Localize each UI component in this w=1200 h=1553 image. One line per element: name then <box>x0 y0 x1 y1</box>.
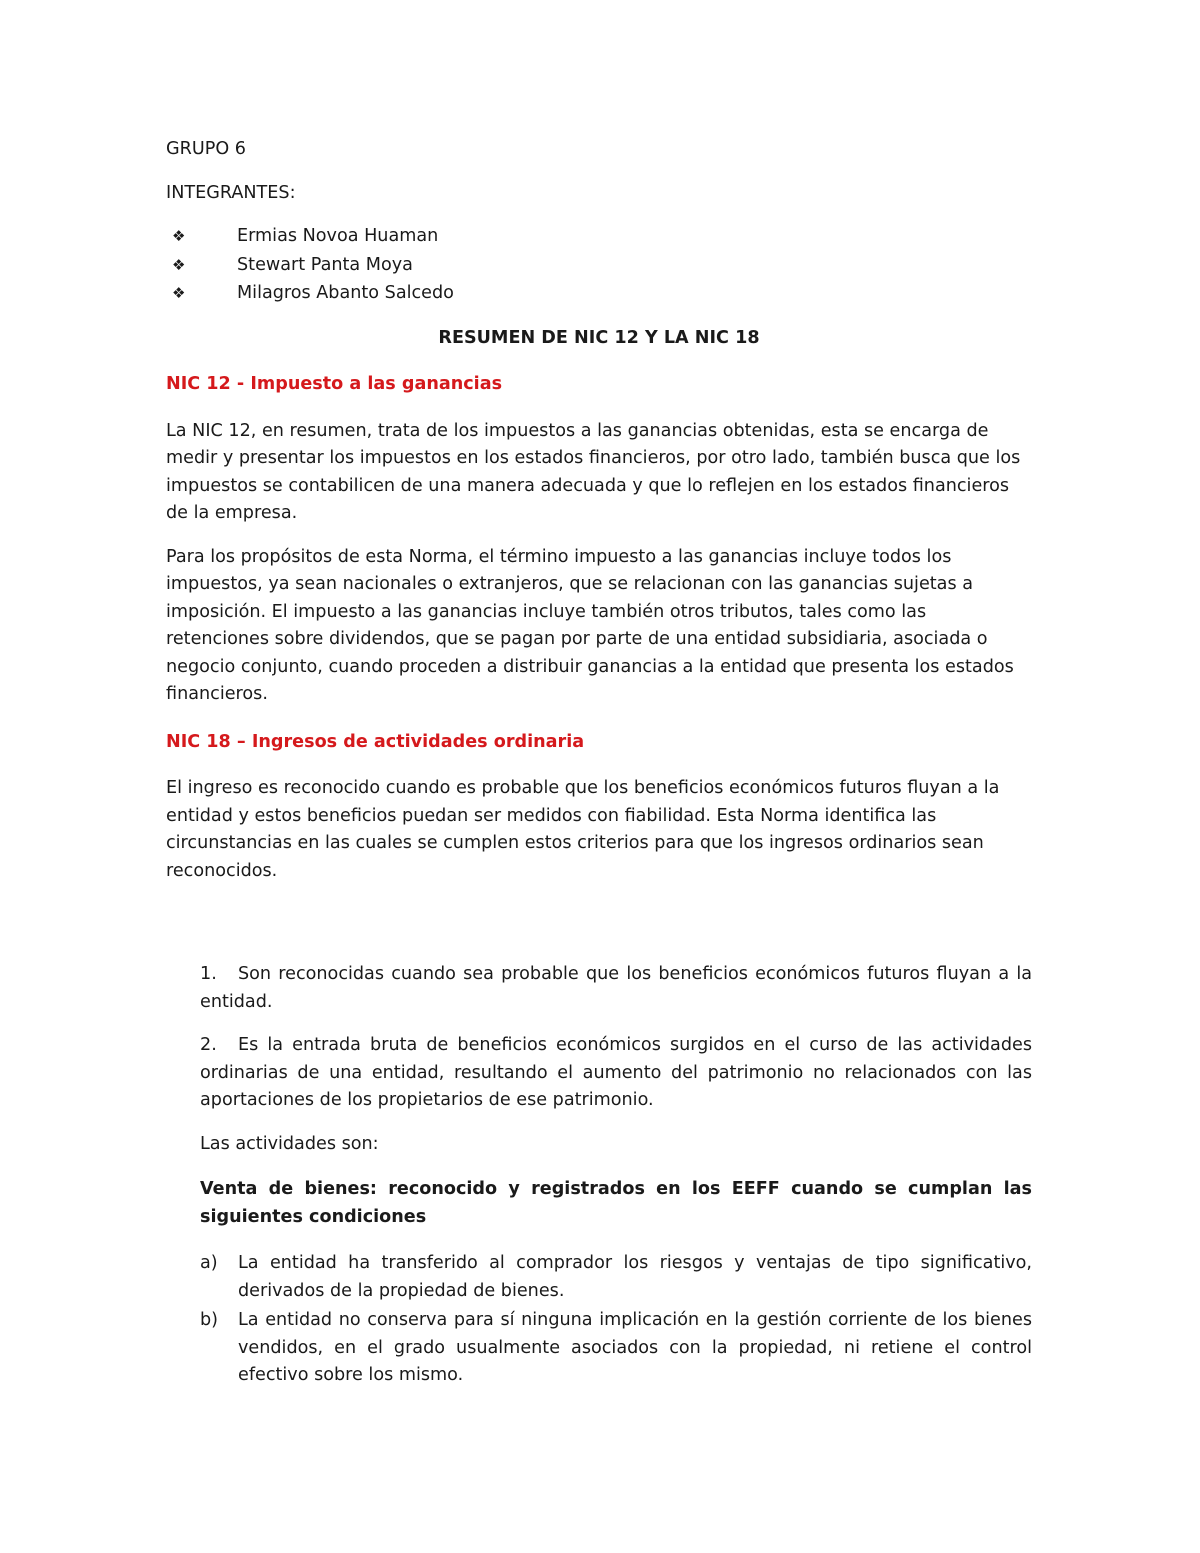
conditions-list <box>166 1250 1032 1390</box>
list-item <box>200 1250 1032 1305</box>
members-list <box>166 223 1032 309</box>
document-page <box>166 136 1032 1392</box>
group-title: GRUPO 6 <box>166 139 246 159</box>
document-title: RESUMEN DE NIC 12 Y LA NIC 18 <box>438 327 760 348</box>
list-item <box>166 223 1032 252</box>
item-text: Es la entrada bruta de beneficios económicos surgidos en el curso de las actividades ordinarias de una entidad, resultando el aumento del patrimonio no relacionados con las aportaciones de los propietarios de ese patrimonio. <box>200 1035 1032 1110</box>
list-item <box>200 1307 1032 1390</box>
member-name: Stewart Panta Moya <box>237 254 413 275</box>
nic18-heading: NIC 18 – Ingresos de actividades ordinaria <box>166 731 585 752</box>
list-item <box>166 280 1032 309</box>
members-label: INTEGRANTES: <box>166 182 296 203</box>
condition-text: La entidad ha transferido al comprador los riesgos y ventajas de tipo significativo, derivados de la propiedad de bienes. <box>238 1253 1032 1301</box>
nic12-heading: NIC 12 - Impuesto a las ganancias <box>166 374 503 394</box>
numbered-item-1 <box>166 961 1032 1016</box>
diamond-bullet-icon: ❖ <box>172 284 186 302</box>
nic12-paragraph-2: Para los propósitos de esta Norma, el término impuesto a las ganancias incluye todos los impuestos, ya sean nacionales o extranjeros, que se relacionan con las ganancias sujetas a imposición. El impuesto a las ganancias incluye también otros tributos, tales como las retenciones sobre dividendos, que se pagan por parte de una entidad subsidiaria, asociada o negocio conjunto, cuando proceden a distribuir ganancias a la entidad que presenta los estados financieros. <box>166 546 1014 704</box>
spacer <box>166 901 1032 961</box>
member-name: Ermias Novoa Huaman <box>237 226 439 246</box>
item-number: 2. <box>200 1035 217 1055</box>
item-marker: b) <box>200 1310 219 1330</box>
diamond-bullet-icon: ❖ <box>172 255 186 274</box>
list-item <box>166 252 1032 281</box>
member-name: Milagros Abanto Salcedo <box>237 283 454 303</box>
nic12-paragraph-1: La NIC 12, en resumen, trata de los impuestos a las ganancias obtenidas, esta se encarga de medir y presentar los impuestos en los estados financieros, por otro lado, también busca que los impuestos se contabilicen de una manera adecuada y que lo reflejen en los estados financieros de la empresa. <box>166 420 1021 523</box>
condition-text: La entidad no conserva para sí ninguna implicación en la gestión corriente de los bienes vendidos, en el grado usualmente asociados con la propiedad, ni retiene el control efectivo sobre los mismo. <box>238 1310 1032 1385</box>
sale-heading: Venta de bienes: reconocido y registrados en los EEFF cuando se cumplan las siguientes condiciones <box>200 1179 1032 1227</box>
diamond-bullet-icon: ❖ <box>172 227 186 245</box>
item-marker: a) <box>200 1253 218 1273</box>
numbered-item-2 <box>166 1032 1032 1115</box>
item-text: Son reconocidas cuando sea probable que los beneficios económicos futuros fluyan a la entidad. <box>200 964 1032 1012</box>
item-number: 1. <box>200 964 217 984</box>
activities-label: Las actividades son: <box>200 1133 379 1154</box>
nic18-paragraph-1: El ingreso es reconocido cuando es probable que los beneficios económicos futuros fluyan a la entidad y estos beneficios puedan ser medidos con fiabilidad. Esta Norma identifica las circunstancias en las cuales se cumplen estos criterios para que los ingresos ordinarios sean reconocidos. <box>166 778 1000 881</box>
